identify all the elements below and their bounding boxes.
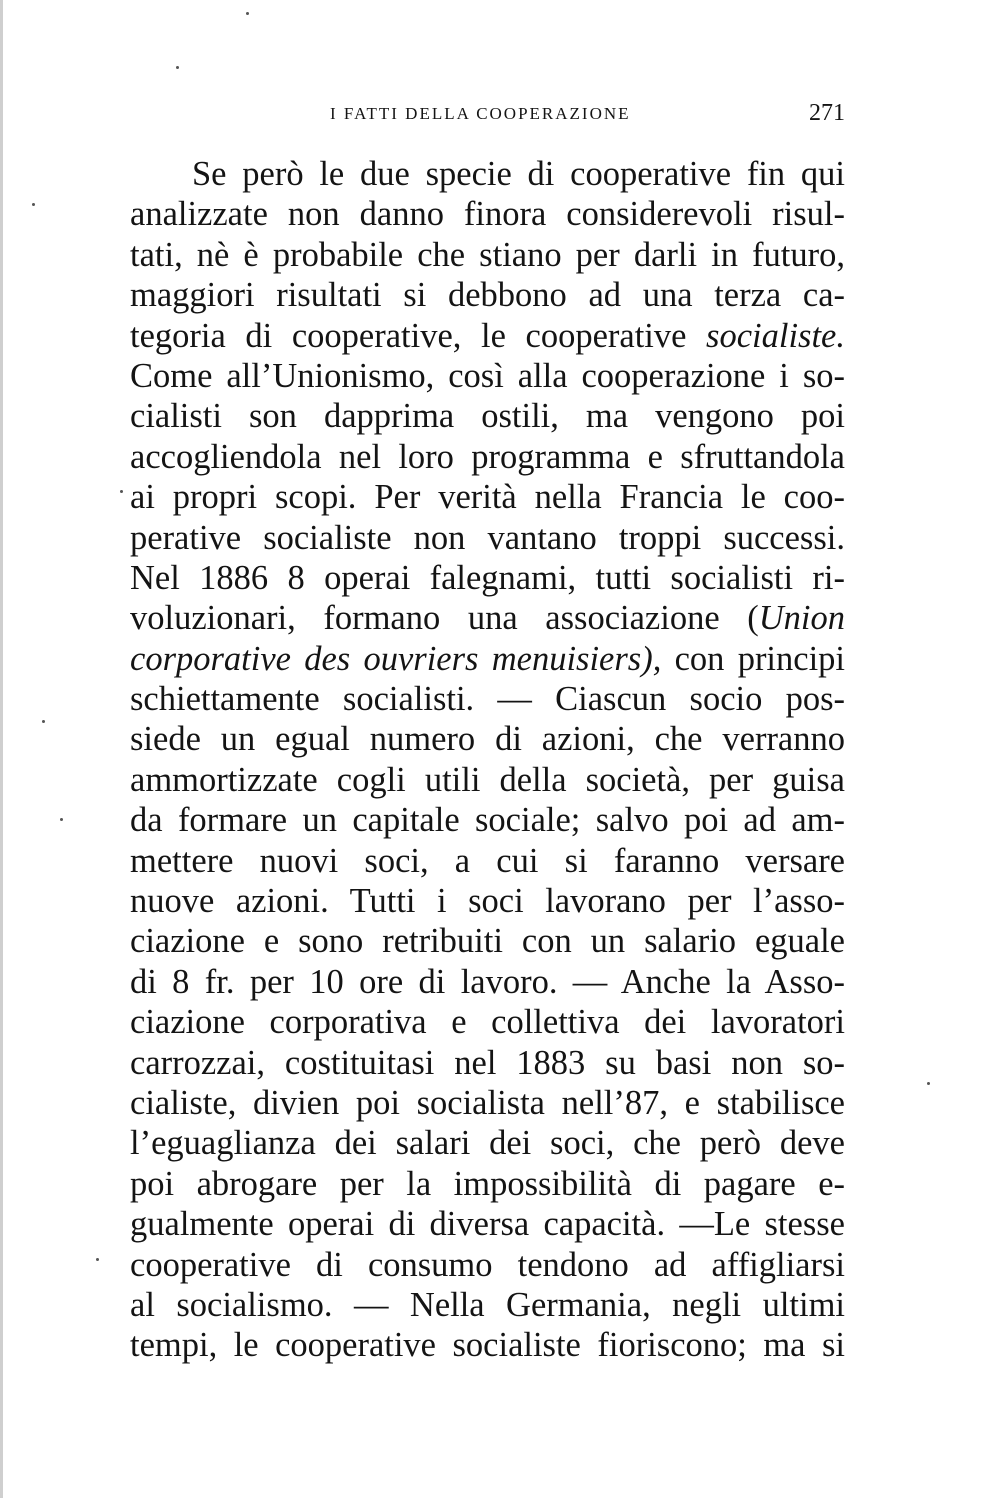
text-segment: da formare un capitale sociale; salvo poi ad am- [130,801,845,840]
margin-speck [32,203,35,206]
italic-text: Union [758,599,845,638]
text-segment: ciazione corporativa e collettiva dei lavoratori [130,1003,845,1042]
text-line [130,1002,845,1042]
margin-speck [176,66,179,69]
text-line [130,760,845,800]
text-segment: accogliendola nel loro programma e sfruttandola [130,437,845,476]
italic-text: socialiste. [706,316,845,355]
text-segment: tempi, le cooperative socialiste fioriscono; ma si [130,1326,845,1365]
text-line [130,518,845,558]
text-segment: cooperative di consumo tendono ad affigliarsi [130,1245,845,1284]
text-segment: maggiori risultati si debbono ad una terza ca- [130,276,845,315]
text-line [130,194,845,234]
text-segment: cialiste, divien poi socialista nell’87, e stabilisce [130,1083,845,1122]
margin-speck [120,490,123,493]
text-segment: carrozzai, costituitasi nel 1883 su basi non so- [130,1043,845,1082]
text-line [130,598,845,638]
text-segment: Come all’Unionismo, così alla cooperazione i so- [130,356,845,395]
text-segment: tati, nè è probabile che stiano per darli in futuro, [130,235,845,274]
body-text [130,154,845,1366]
text-line [130,154,845,194]
text-segment: l’eguaglianza dei salari dei soci, che però deve [130,1124,845,1163]
page-number: 271 [809,100,845,126]
text-line [130,1204,845,1244]
text-line [130,235,845,275]
text-segment: al socialismo. — Nella Germania, negli ultimi [130,1285,845,1324]
text-segment: analizzate non danno finora considerevoli risul- [130,195,845,234]
text-line [130,356,845,396]
italic-text: corporative des ouvriers menuisiers), [130,639,662,678]
text-line [130,800,845,840]
text-line [130,477,845,517]
running-title: I FATTI DELLA COOPERAZIONE [330,104,631,123]
running-header [130,100,845,130]
text-line [130,1164,845,1204]
text-segment: ammortizzate cogli utili della società, per guisa [130,760,845,799]
text-line [130,316,845,356]
text-segment: con principi [661,639,845,678]
text-line [130,881,845,921]
text-segment: mettere nuovi soci, a cui si faranno versare [130,841,845,880]
text-line [130,437,845,477]
text-line [130,396,845,436]
text-segment: nuove azioni. Tutti i soci lavorano per l’asso- [130,882,845,921]
text-line [130,275,845,315]
text-line [130,639,845,679]
text-line [130,1123,845,1163]
margin-speck [42,720,45,723]
text-segment: schiettamente socialisti. — Ciascun socio pos- [130,680,845,719]
margin-speck [927,1082,930,1085]
margin-speck [246,12,249,15]
margin-speck [60,818,63,821]
text-line [130,1083,845,1123]
text-segment: gualmente operai di diversa capacità. —Le stesse [130,1205,845,1244]
text-segment: di 8 fr. per 10 ore di lavoro. — Anche la Asso- [130,962,845,1001]
page-binding-edge [0,0,3,1498]
text-segment: poi abrogare per la impossibilità di pagare e- [130,1164,845,1203]
text-segment: perative socialiste non vantano troppi successi. [130,518,845,557]
text-segment: Nel 1886 8 operai falegnami, tutti socialisti ri- [130,558,845,597]
text-line [130,558,845,598]
text-segment: siede un egual numero di azioni, che verranno [130,720,845,759]
text-line [130,679,845,719]
text-segment: ai propri scopi. Per verità nella Francia le coo- [130,478,845,517]
text-line [130,1245,845,1285]
text-segment: tegoria di cooperative, le cooperative [130,316,707,355]
text-segment: cialisti son dapprima ostili, ma vengono poi [130,397,845,436]
text-segment: Se però le due specie di cooperative fin qui [192,155,845,193]
text-line [130,962,845,1002]
text-line [130,1043,845,1083]
text-line [130,1325,845,1365]
text-segment: ciazione e sono retribuiti con un salario eguale [130,922,845,961]
margin-speck [96,1258,99,1261]
text-line [130,719,845,759]
text-line [130,1285,845,1325]
text-line [130,921,845,961]
text-line [130,841,845,881]
text-segment: voluzionari, formano una associazione ( [130,599,759,638]
